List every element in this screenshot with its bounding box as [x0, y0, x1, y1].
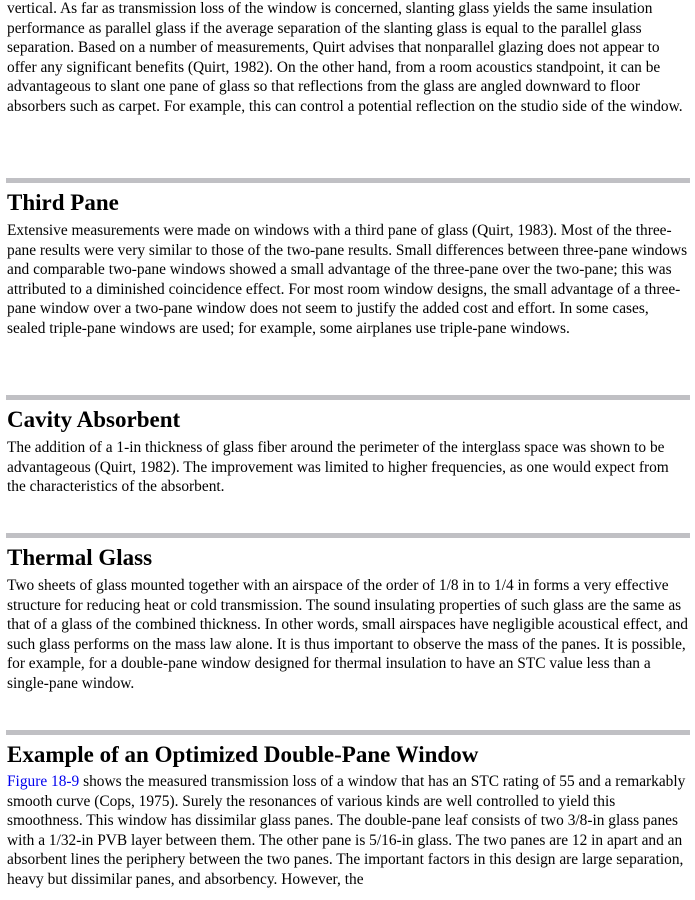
section-heading-third-pane: Third Pane	[7, 190, 119, 215]
section-divider	[6, 730, 690, 735]
section-divider	[6, 178, 690, 183]
section-body-optimized-window	[7, 772, 690, 890]
section-divider	[6, 395, 690, 400]
section-heading-thermal-glass: Thermal Glass	[7, 545, 153, 570]
section-body-cavity-absorbent: The addition of a 1-in thickness of glass fiber around the perimeter of the interglass space was shown to be advantageous (Quirt, 1982). The improvement was limited to higher frequencies, as one would expect from the characteristics of the absorbent.	[7, 439, 669, 496]
section-body-thermal-glass: Two sheets of glass mounted together with an airspace of the order of 1/8 in to 1/4 in forms a very effective structure for reducing heat or cold transmission. The sound insulating properties of such glass are the same as that of a glass of the combined thickness. In other words, small airspaces have negligible acoustical effect, and such glass performs on the mass law alone. It is thus important to observe the mass of the panes. It is possible, for example, for a double-pane window designed for thermal insulation to have an STC value less than a single-pane window.	[7, 577, 688, 692]
section-heading-optimized-window: Example of an Optimized Double-Pane Window	[7, 742, 479, 767]
section-body-third-pane: Extensive measurements were made on windows with a third pane of glass (Quirt, 1983). Most of the three-pane results were very similar to those of the two-pane results. Small differences between three-pane windows and comparable two-pane windows showed a small advantage of the three-pane over the two-pane; this was attributed to a diminished coincidence effect. For most room window designs, the small advantage of a three-pane window over a two-pane window does not seem to justify the added cost and effort. In some cases, sealed triple-pane windows are used; for example, some airplanes use triple-pane windows.	[7, 222, 688, 337]
section-heading-cavity-absorbent: Cavity Absorbent	[7, 407, 181, 432]
figure-18-9-link[interactable]: Figure 18-9	[7, 773, 80, 790]
section-divider	[6, 533, 690, 538]
section-body-text: shows the measured transmission loss of a window that has an STC rating of 55 and a remarkably smooth curve (Cops, 1975). Surely the resonances of various kinds are well controlled to yield this smoothness. This window has dissimilar glass panes. The double-pane leaf consists of two 3/8-in glass panes with a 1/32-in PVB layer between them. The other pane is 5/16-in glass. The two panes are 12 in apart and an absorbent lines the periphery between the two panes. The important factors in this design are large separation, heavy but dissimilar panes, and absorbency. However, the	[7, 773, 686, 888]
intro-paragraph: vertical. As far as transmission loss of the window is concerned, slanting glass yields the same insulation performance as parallel glass if the average separation of the slanting glass is equal to the parallel glass separation. Based on a number of measurements, Quirt advises that nonparallel glazing does not appear to offer any significant benefits (Quirt, 1982). On the other hand, from a room acoustics standpoint, it can be advantageous to slant one pane of glass so that reflections from the glass are angled downward to floor absorbers such as carpet. For example, this can control a potential reflection on the studio side of the window.	[7, 0, 683, 115]
